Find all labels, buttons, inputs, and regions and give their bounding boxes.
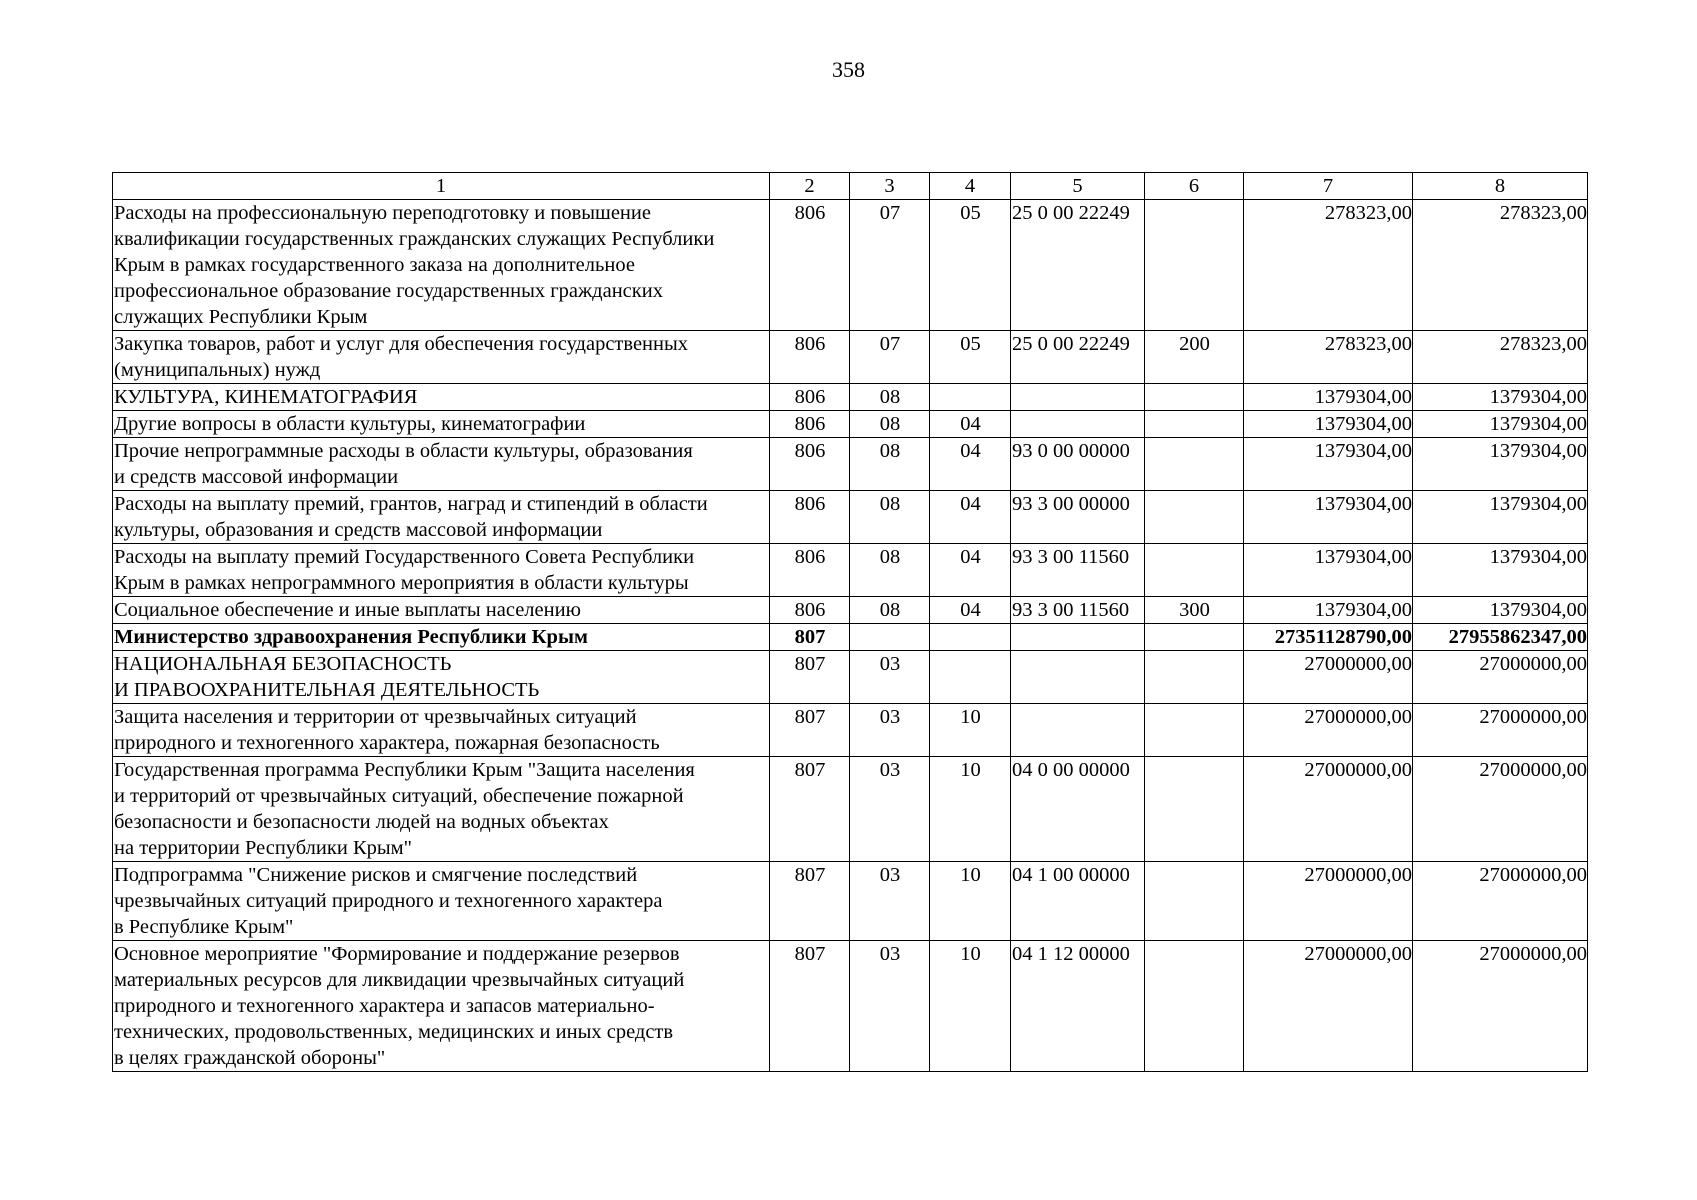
row-subsection-cell: 04 <box>930 411 1011 438</box>
row-code-cell: 807 <box>770 651 850 704</box>
table-row <box>113 491 1588 544</box>
row-amount-1-cell: 27351128790,00 <box>1244 624 1413 651</box>
row-amount-2-cell: 1379304,00 <box>1413 438 1588 491</box>
row-code-cell: 807 <box>770 704 850 757</box>
row-amount-2-cell: 278323,00 <box>1413 331 1588 384</box>
row-subsection-cell: 10 <box>930 862 1011 941</box>
row-amount-2-cell: 278323,00 <box>1413 200 1588 331</box>
row-expense-type-cell <box>1145 411 1244 438</box>
row-name-cell: Социальное обеспечение и иные выплаты населению <box>113 597 770 624</box>
header-cell: 6 <box>1145 173 1244 200</box>
row-amount-1-cell: 1379304,00 <box>1244 597 1413 624</box>
row-name-cell: Расходы на выплату премий Государственного Совета Республики Крым в рамках непрограммного мероприятия в области культуры <box>113 544 770 597</box>
row-amount-2-cell: 27000000,00 <box>1413 757 1588 862</box>
row-amount-1-cell: 1379304,00 <box>1244 491 1413 544</box>
header-row <box>113 173 1588 200</box>
row-amount-2-cell: 1379304,00 <box>1413 411 1588 438</box>
row-section-cell: 03 <box>850 941 930 1072</box>
row-amount-1-cell: 1379304,00 <box>1244 411 1413 438</box>
header-cell: 3 <box>850 173 930 200</box>
row-name-cell: Государственная программа Республики Крым "Защита населения и территорий от чрезвычайных ситуаций, обеспечение пожарной безопасности и безопасности людей на водных объектах на территории Республики Крым" <box>113 757 770 862</box>
header-cell: 5 <box>1011 173 1145 200</box>
row-subsection-cell <box>930 384 1011 411</box>
row-subsection-cell: 05 <box>930 200 1011 331</box>
row-code-cell: 806 <box>770 331 850 384</box>
row-section-cell <box>850 624 930 651</box>
row-amount-2-cell: 27000000,00 <box>1413 651 1588 704</box>
row-target-article-cell: 93 3 00 11560 <box>1011 597 1145 624</box>
table-row <box>113 384 1588 411</box>
row-code-cell: 807 <box>770 862 850 941</box>
row-amount-2-cell: 1379304,00 <box>1413 597 1588 624</box>
row-code-cell: 806 <box>770 438 850 491</box>
row-section-cell: 08 <box>850 411 930 438</box>
row-target-article-cell: 25 0 00 22249 <box>1011 331 1145 384</box>
row-code-cell: 807 <box>770 624 850 651</box>
row-amount-2-cell: 27000000,00 <box>1413 941 1588 1072</box>
table-row <box>113 862 1588 941</box>
row-amount-2-cell: 1379304,00 <box>1413 491 1588 544</box>
row-subsection-cell <box>930 651 1011 704</box>
row-subsection-cell: 04 <box>930 597 1011 624</box>
row-amount-1-cell: 27000000,00 <box>1244 704 1413 757</box>
row-code-cell: 806 <box>770 544 850 597</box>
row-section-cell: 08 <box>850 384 930 411</box>
row-expense-type-cell: 200 <box>1145 331 1244 384</box>
row-name-cell: Закупка товаров, работ и услуг для обеспечения государственных (муниципальных) нужд <box>113 331 770 384</box>
row-amount-1-cell: 27000000,00 <box>1244 651 1413 704</box>
row-target-article-cell: 93 3 00 00000 <box>1011 491 1145 544</box>
row-subsection-cell <box>930 624 1011 651</box>
row-name-cell: КУЛЬТУРА, КИНЕМАТОГРАФИЯ <box>113 384 770 411</box>
row-target-article-cell <box>1011 384 1145 411</box>
row-amount-1-cell: 1379304,00 <box>1244 438 1413 491</box>
table-row <box>113 597 1588 624</box>
row-target-article-cell <box>1011 411 1145 438</box>
row-amount-1-cell: 27000000,00 <box>1244 757 1413 862</box>
row-amount-1-cell: 27000000,00 <box>1244 941 1413 1072</box>
row-section-cell: 03 <box>850 651 930 704</box>
table-row <box>113 200 1588 331</box>
row-target-article-cell <box>1011 624 1145 651</box>
row-expense-type-cell <box>1145 384 1244 411</box>
row-name-cell: Расходы на профессиональную переподготовку и повышение квалификации государственных гражданских служащих Республики Крым в рамках государственного заказа на дополнительное профессиональное образование государственных гражданских служащих Республики Крым <box>113 200 770 331</box>
header-cell: 1 <box>113 173 770 200</box>
row-expense-type-cell: 300 <box>1145 597 1244 624</box>
row-code-cell: 807 <box>770 757 850 862</box>
row-name-cell: Расходы на выплату премий, грантов, наград и стипендий в области культуры, образования и средств массовой информации <box>113 491 770 544</box>
row-section-cell: 03 <box>850 704 930 757</box>
row-target-article-cell: 04 0 00 00000 <box>1011 757 1145 862</box>
row-section-cell: 08 <box>850 438 930 491</box>
row-code-cell: 806 <box>770 411 850 438</box>
table-row <box>113 704 1588 757</box>
row-section-cell: 07 <box>850 331 930 384</box>
row-amount-2-cell: 1379304,00 <box>1413 544 1588 597</box>
row-code-cell: 806 <box>770 491 850 544</box>
row-subsection-cell: 04 <box>930 491 1011 544</box>
row-name-cell: Защита населения и территории от чрезвычайных ситуаций природного и техногенного характера, пожарная безопасность <box>113 704 770 757</box>
row-section-cell: 03 <box>850 757 930 862</box>
row-code-cell: 807 <box>770 941 850 1072</box>
row-subsection-cell: 05 <box>930 331 1011 384</box>
row-amount-1-cell: 1379304,00 <box>1244 384 1413 411</box>
row-expense-type-cell <box>1145 624 1244 651</box>
row-section-cell: 08 <box>850 491 930 544</box>
budget-table <box>112 172 1588 1072</box>
row-target-article-cell: 93 3 00 11560 <box>1011 544 1145 597</box>
header-cell: 4 <box>930 173 1011 200</box>
header-cell: 7 <box>1244 173 1413 200</box>
header-cell: 2 <box>770 173 850 200</box>
row-amount-2-cell: 27000000,00 <box>1413 704 1588 757</box>
row-section-cell: 07 <box>850 200 930 331</box>
header-cell: 8 <box>1413 173 1588 200</box>
row-target-article-cell <box>1011 651 1145 704</box>
row-expense-type-cell <box>1145 941 1244 1072</box>
row-expense-type-cell <box>1145 200 1244 331</box>
row-expense-type-cell <box>1145 757 1244 862</box>
row-code-cell: 806 <box>770 200 850 331</box>
row-subsection-cell: 10 <box>930 704 1011 757</box>
table-body <box>113 200 1588 1072</box>
row-name-cell: Другие вопросы в области культуры, кинематографии <box>113 411 770 438</box>
page-number: 358 <box>832 57 865 82</box>
row-amount-2-cell: 1379304,00 <box>1413 384 1588 411</box>
row-name-cell: Прочие непрограммные расходы в области культуры, образования и средств массовой информации <box>113 438 770 491</box>
row-section-cell: 08 <box>850 544 930 597</box>
row-name-cell: НАЦИОНАЛЬНАЯ БЕЗОПАСНОСТЬ И ПРАВООХРАНИТЕЛЬНАЯ ДЕЯТЕЛЬНОСТЬ <box>113 651 770 704</box>
row-amount-2-cell: 27000000,00 <box>1413 862 1588 941</box>
row-amount-1-cell: 278323,00 <box>1244 331 1413 384</box>
row-expense-type-cell <box>1145 438 1244 491</box>
row-target-article-cell: 04 1 12 00000 <box>1011 941 1145 1072</box>
row-amount-1-cell: 27000000,00 <box>1244 862 1413 941</box>
row-section-cell: 03 <box>850 862 930 941</box>
row-expense-type-cell <box>1145 491 1244 544</box>
row-subsection-cell: 10 <box>930 757 1011 862</box>
table-row <box>113 941 1588 1072</box>
row-name-cell: Министерство здравоохранения Республики Крым <box>113 624 770 651</box>
row-expense-type-cell <box>1145 544 1244 597</box>
row-expense-type-cell <box>1145 704 1244 757</box>
row-amount-1-cell: 278323,00 <box>1244 200 1413 331</box>
row-name-cell: Основное мероприятие "Формирование и поддержание резервов материальных ресурсов для ликвидации чрезвычайных ситуаций природного и техногенного характера и запасов материально- технических, продовольственных, медицинских и иных средств в целях гражданской обороны" <box>113 941 770 1072</box>
row-name-cell: Подпрограмма "Снижение рисков и смягчение последствий чрезвычайных ситуаций природного и техногенного характера в Республике Крым" <box>113 862 770 941</box>
row-target-article-cell <box>1011 704 1145 757</box>
table-row <box>113 651 1588 704</box>
row-code-cell: 806 <box>770 597 850 624</box>
row-section-cell: 08 <box>850 597 930 624</box>
row-expense-type-cell <box>1145 862 1244 941</box>
table-row <box>113 544 1588 597</box>
row-amount-1-cell: 1379304,00 <box>1244 544 1413 597</box>
row-subsection-cell: 04 <box>930 544 1011 597</box>
table-row <box>113 438 1588 491</box>
row-subsection-cell: 10 <box>930 941 1011 1072</box>
row-amount-2-cell: 27955862347,00 <box>1413 624 1588 651</box>
table-row <box>113 757 1588 862</box>
row-target-article-cell: 04 1 00 00000 <box>1011 862 1145 941</box>
row-target-article-cell: 25 0 00 22249 <box>1011 200 1145 331</box>
table-row <box>113 331 1588 384</box>
row-subsection-cell: 04 <box>930 438 1011 491</box>
table-row <box>113 411 1588 438</box>
table-row <box>113 624 1588 651</box>
row-target-article-cell: 93 0 00 00000 <box>1011 438 1145 491</box>
row-code-cell: 806 <box>770 384 850 411</box>
row-expense-type-cell <box>1145 651 1244 704</box>
